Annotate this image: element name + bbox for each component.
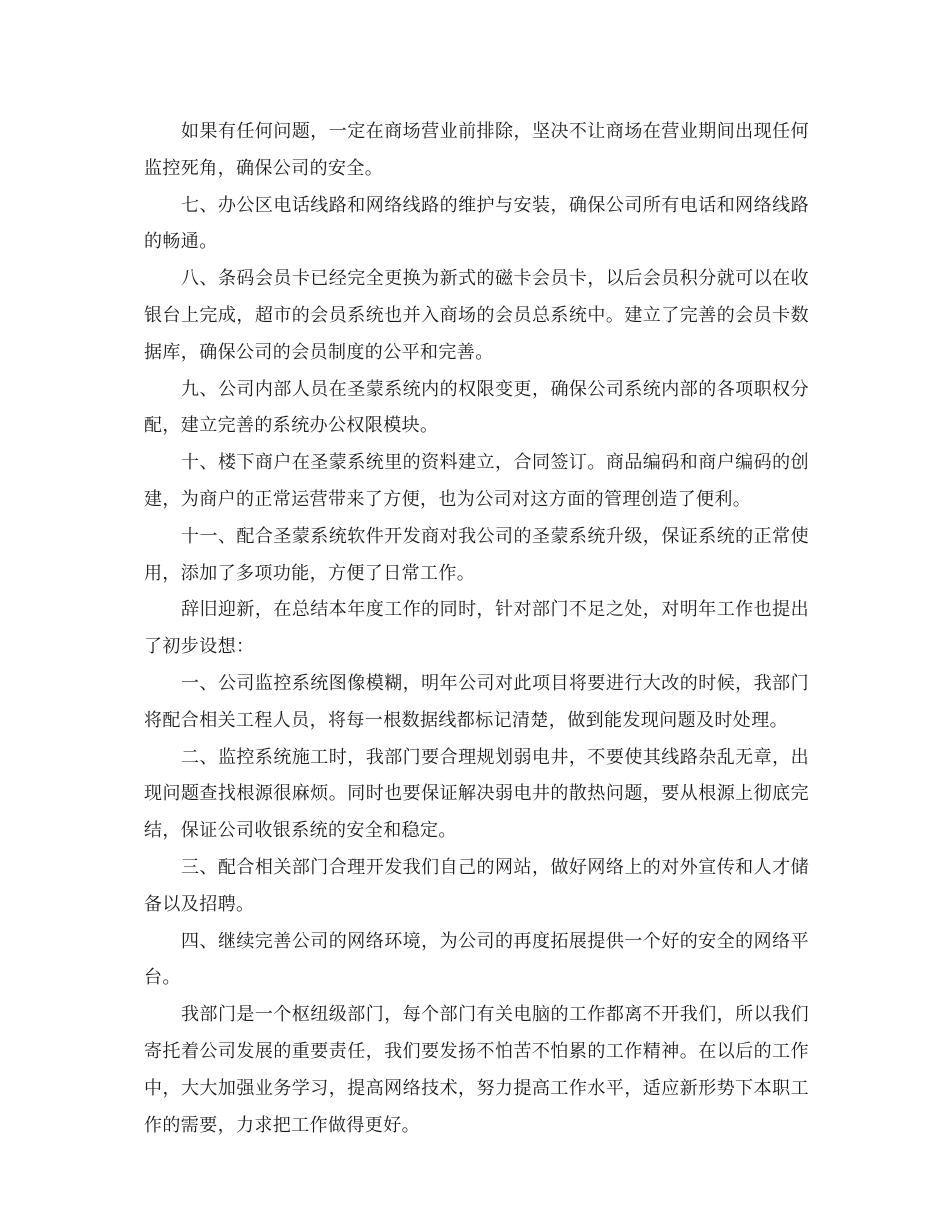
paragraph-item-11: 十一、配合圣蒙系统软件开发商对我公司的圣蒙系统升级，保证系统的正常使用，添加了多项功能，方便了日常工作。 [144,525,809,584]
paragraph-next-year-intro: 辞旧迎新，在总结本年度工作的同时，针对部门不足之处，对明年工作也提出了初步设想： [144,599,809,658]
paragraph-plan-3: 三、配合相关部门合理开发我们自己的网站，做好网络上的对外宣传和人才储备以及招聘。 [144,856,809,915]
paragraph-plan-2: 二、监控系统施工时，我部门要合理规划弱电井，不要使其线路杂乱无章，出现问题查找根源很麻烦。同时也要保证解决弱电井的散热问题，要从根源上彻底完结，保证公司收银系统的安全和稳定。 [144,746,809,842]
paragraph-conclusion: 我部门是一个枢纽级部门，每个部门有关电脑的工作都离不开我们，所以我们寄托着公司发展的重要责任，我们要发扬不怕苦不怕累的工作精神。在以后的工作中，大大加强业务学习，提高网络技术，努力提高工作水平，适应新形势下本职工作的需要，力求把工作做得更好。 [144,1004,809,1136]
paragraph-plan-1: 一、公司监控系统图像模糊，明年公司对此项目将要进行大改的时候，我部门将配合相关工程人员，将每一根数据线都标记清楚，做到能发现问题及时处理。 [144,672,809,731]
paragraph-item-9: 九、公司内部人员在圣蒙系统内的权限变更，确保公司系统内部的各项职权分配，建立完善的系统办公权限模块。 [144,378,809,437]
paragraph-item-10: 十、楼下商户在圣蒙系统里的资料建立，合同签订。商品编码和商户编码的创建，为商户的正常运营带来了方便，也为公司对这方面的管理创造了便利。 [144,452,809,510]
document-body [144,114,809,1144]
paragraph-item-7: 七、办公区电话线路和网络线路的维护与安装，确保公司所有电话和网络线路的畅通。 [144,194,809,253]
paragraph-plan-4: 四、继续完善公司的网络环境，为公司的再度拓展提供一个好的安全的网络平台。 [144,930,809,989]
paragraph-item-8: 八、条码会员卡已经完全更换为新式的磁卡会员卡，以后会员积分就可以在收银台上完成，超市的会员系统也并入商场的会员总系统中。建立了完善的会员卡数据库，确保公司的会员制度的公平和完善。 [144,268,809,363]
paragraph-monitoring-issues: 如果有任何问题，一定在商场营业前排除，坚决不让商场在营业期间出现任何监控死角，确保公司的安全。 [144,121,809,179]
